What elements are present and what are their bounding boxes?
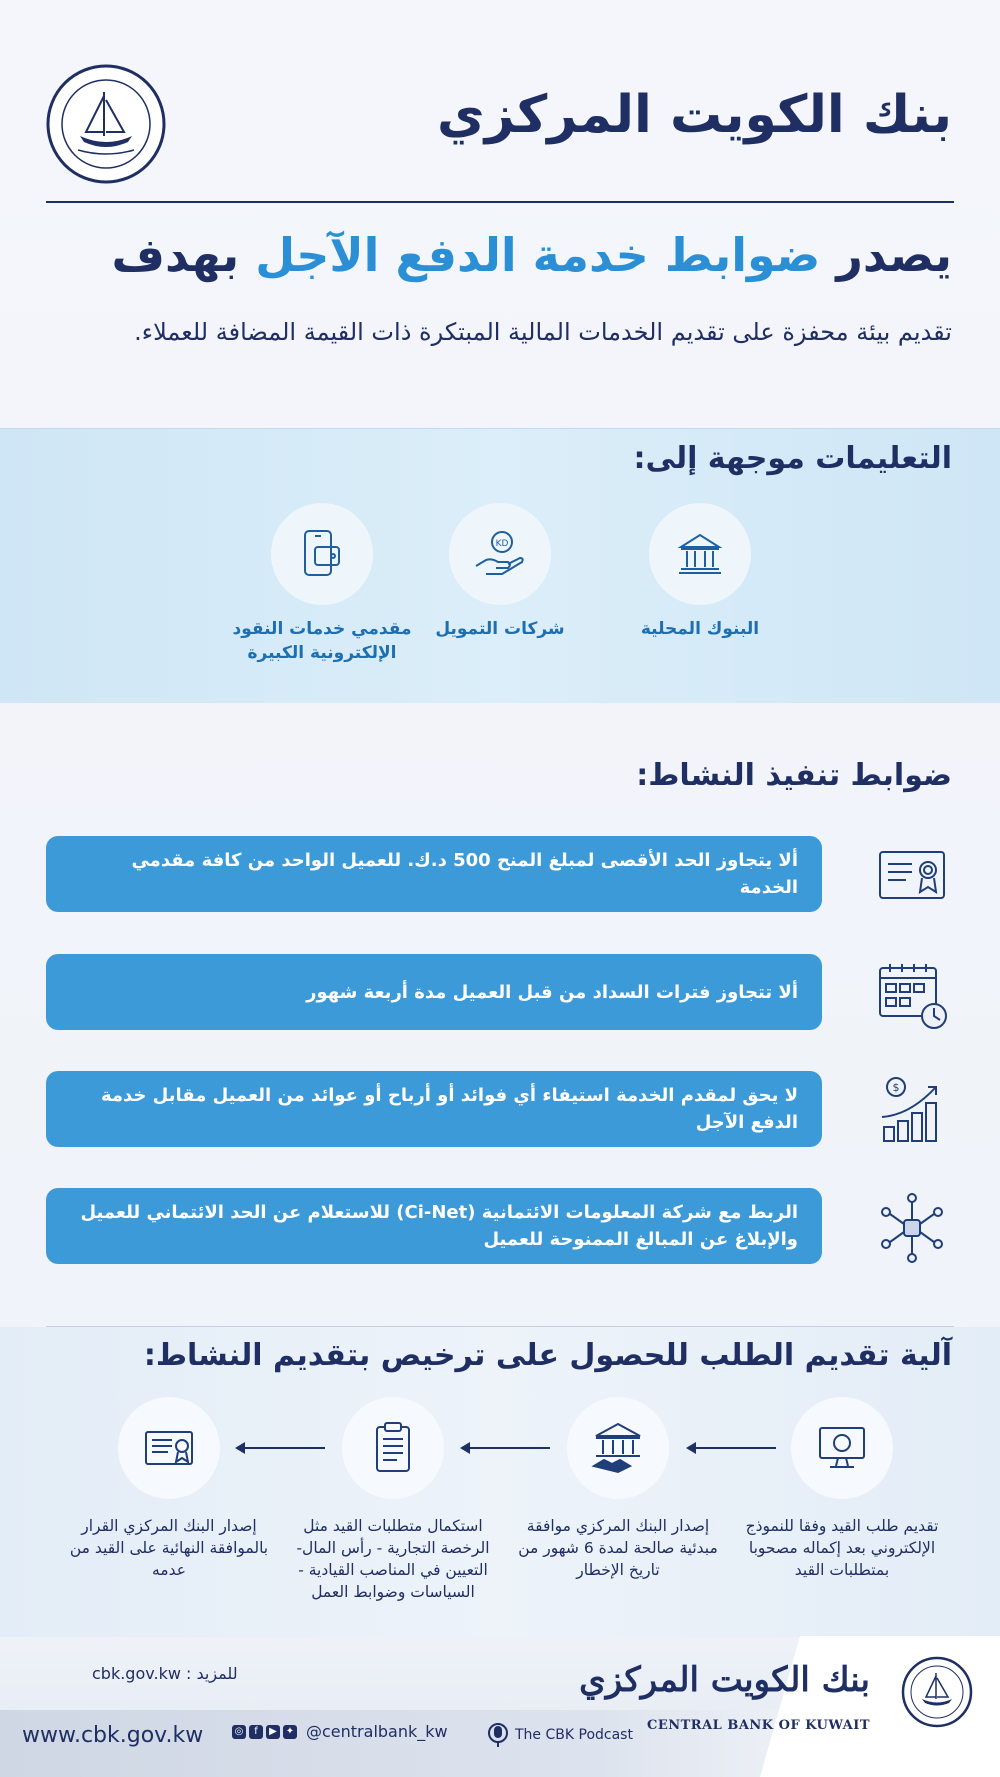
headline xyxy=(112,228,952,282)
bank-icon xyxy=(649,503,751,605)
facebook-icon[interactable]: f xyxy=(249,1725,263,1739)
computer-icon xyxy=(791,1397,893,1499)
rule-item xyxy=(46,1071,954,1147)
twitter-icon[interactable]: ✦ xyxy=(283,1725,297,1739)
headline-pre: يصدر xyxy=(820,228,952,282)
process-step xyxy=(69,1397,269,1581)
rule-item xyxy=(46,1188,954,1264)
process-step xyxy=(293,1397,493,1603)
headline-post: بهدف xyxy=(111,228,256,282)
calendar-clock-icon xyxy=(876,958,948,1030)
header-divider xyxy=(46,201,954,203)
headline-subline: تقديم بيئة محفزة على تقديم الخدمات المالية المبتكرة ذات القيمة المضافة للعملاء. xyxy=(134,318,952,346)
step-text: تقديم طلب القيد وفقا للنموذج الإلكتروني بعد إكماله مصحوبا بمتطلبات القيد xyxy=(745,1517,939,1579)
process-step xyxy=(518,1397,718,1581)
targets-title: التعليمات موجهة إلى: xyxy=(633,441,952,476)
headline-highlight: ضوابط خدمة الدفع الآجل xyxy=(255,228,821,282)
kd-hand-icon xyxy=(449,503,551,605)
step-text: استكمال متطلبات القيد مثل الرخصة التجارية - رأس المال- التعيين في المناصب القيادية - السياسات وضوابط العمل xyxy=(296,1517,490,1601)
target-e-money-providers xyxy=(222,503,422,665)
footer-logo-english: CENTRAL BANK OF KUWAIT xyxy=(646,1718,870,1733)
footer-logo-arabic: بنك الكويت المركزي xyxy=(579,1660,870,1700)
step-text: إصدار البنك المركزي القرار بالموافقة النهائية على القيد من عدمه xyxy=(69,1517,269,1579)
rule-text: ألا تتجاوز فترات السداد من قبل العميل مدة أربعة شهور xyxy=(46,954,822,1030)
social-links xyxy=(232,1722,448,1741)
cbk-seal-logo xyxy=(44,62,168,186)
process-title: آلية تقديم الطلب للحصول على ترخيص بتقديم النشاط: xyxy=(143,1338,952,1373)
rule-item xyxy=(46,954,954,1030)
podcast-link[interactable] xyxy=(487,1722,633,1748)
instagram-icon[interactable]: ◎ xyxy=(232,1725,246,1739)
step-arrow xyxy=(237,1447,325,1449)
more-info-link[interactable]: للمزيد : cbk.gov.kw xyxy=(92,1664,238,1683)
svg-text:$: $ xyxy=(892,1081,900,1094)
step-arrow xyxy=(688,1447,776,1449)
target-local-banks xyxy=(600,503,800,641)
bank-handshake-icon xyxy=(567,1397,669,1499)
growth-chart-icon xyxy=(876,1075,948,1147)
bank-title: بنك الكويت المركزي xyxy=(437,85,952,145)
rule-item xyxy=(46,836,954,912)
step-text: إصدار البنك المركزي موافقة مبدئية صالحة لمدة 6 شهور من تاريخ الإخطار xyxy=(518,1517,718,1579)
e-wallet-icon xyxy=(271,503,373,605)
svg-text:KD: KD xyxy=(495,539,509,549)
process-step xyxy=(742,1397,942,1581)
target-label: شركات التمويل xyxy=(435,619,565,639)
clipboard-icon xyxy=(342,1397,444,1499)
footer-seal-logo xyxy=(900,1655,974,1729)
target-finance-companies xyxy=(400,503,600,641)
rules-title: ضوابط تنفيذ النشاط: xyxy=(636,758,952,793)
certificate-icon xyxy=(876,840,948,912)
youtube-icon[interactable]: ▶ xyxy=(266,1725,280,1739)
target-label: البنوك المحلية xyxy=(640,619,760,639)
social-handle[interactable]: @centralbank_kw xyxy=(306,1722,448,1741)
rule-text: لا يحق لمقدم الخدمة استيفاء أي فوائد أو أرباح أو عوائد من العميل مقابل خدمة الدفع الآجل xyxy=(46,1071,822,1147)
website-link[interactable]: www.cbk.gov.kw xyxy=(22,1723,204,1748)
certificate-doc-icon xyxy=(118,1397,220,1499)
target-label: مقدمي خدمات النقود الإلكترونية الكبيرة xyxy=(232,619,412,663)
rule-text: ألا يتجاوز الحد الأقصى لمبلغ المنح 500 د.ك. للعميل الواحد من كافة مقدمي الخدمة xyxy=(46,836,822,912)
podcast-label: The CBK Podcast xyxy=(515,1727,633,1743)
step-arrow xyxy=(462,1447,550,1449)
podcast-icon xyxy=(487,1722,509,1748)
rule-text: الربط مع شركة المعلومات الائتمانية (Ci-Net) للاستعلام عن الحد الائتماني للعميل والإبلاغ عن المبالغ الممنوحة للعميل xyxy=(46,1188,822,1264)
network-icon xyxy=(876,1192,948,1264)
